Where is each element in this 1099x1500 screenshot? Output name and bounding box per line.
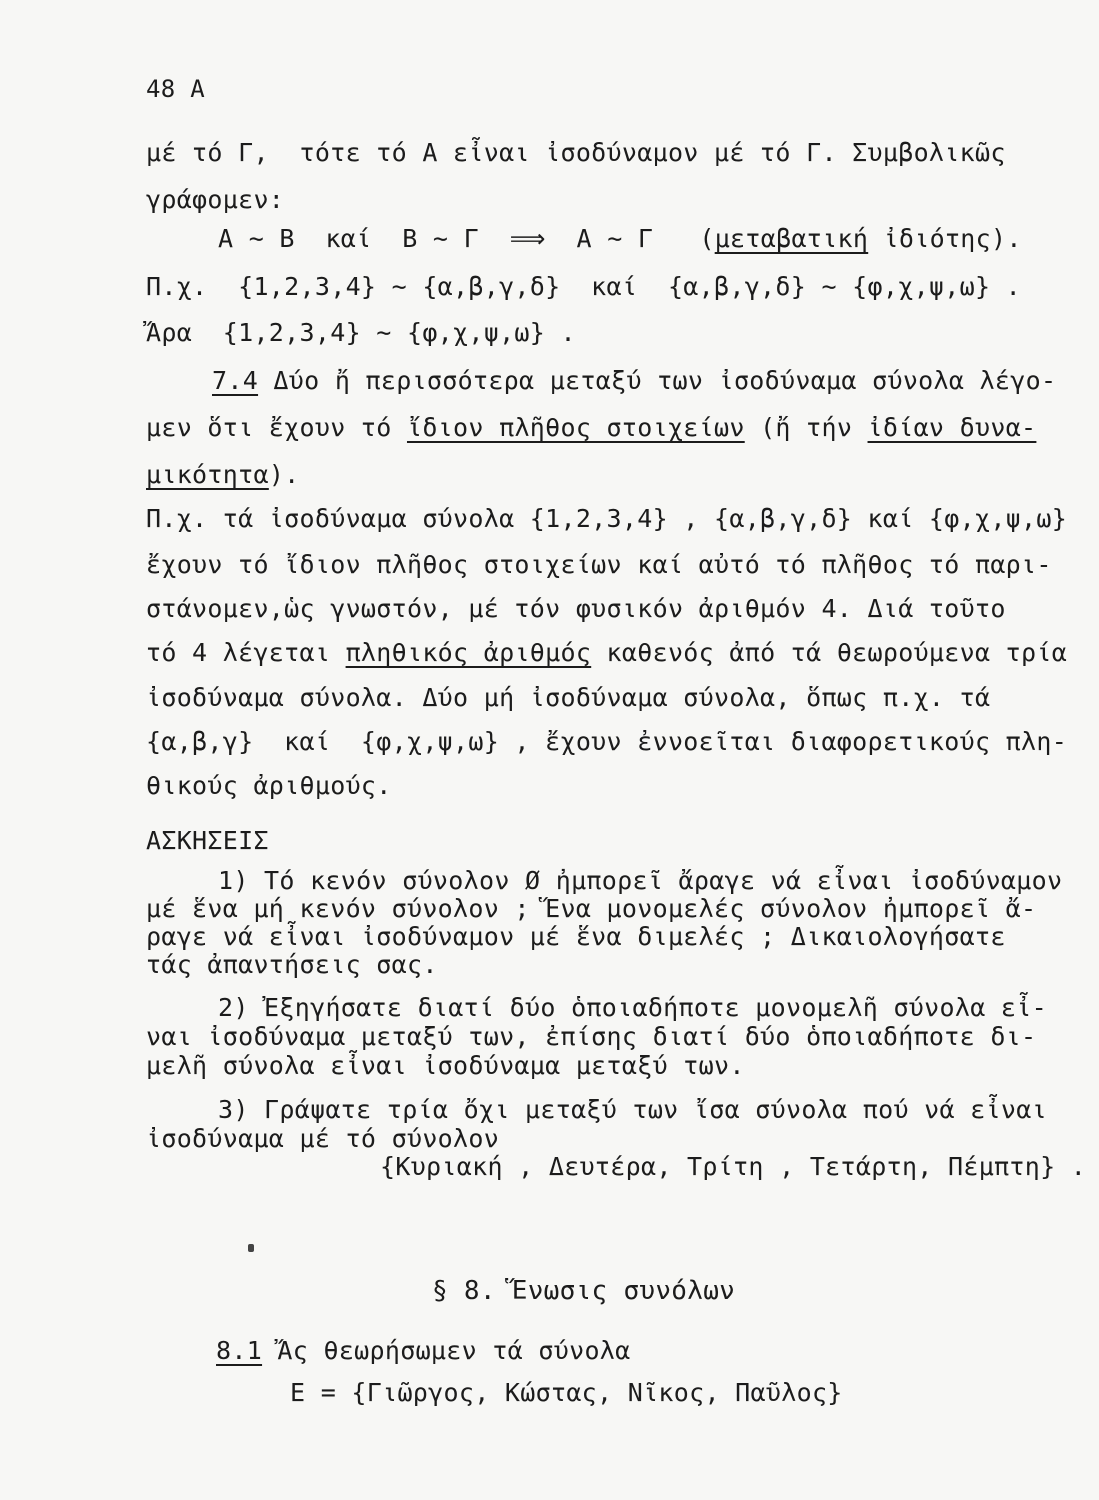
exercises-heading: ΑΣΚΗΣΕΙΣ	[146, 826, 269, 855]
text-line: 1) Τό κενόν σύνολον Ø ἠμπορεῖ ἄραγε νά εἶναι ἰσοδύναμον	[218, 866, 1063, 895]
text-span: καθενός ἀπό τά θεωρούμενα τρία	[591, 638, 1068, 667]
text-line: {Κυριακή , Δευτέρα, Τρίτη , Τετάρτη, Πέμπτη} .	[380, 1152, 1087, 1181]
text-line: 2) Ἐξηγήσατε διατί δύο ὁποιαδήποτε μονομελῆ σύνολα εἶ-	[218, 993, 1047, 1022]
text-line: {α,β,γ} καί {φ,χ,ψ,ω} , ἔχουν ἐννοεῖται διαφορετικούς πλη-	[146, 727, 1068, 756]
text-line: 3) Γράψατε τρία ὄχι μεταξύ των ἴσα σύνολα πού νά εἶναι	[218, 1095, 1047, 1124]
text-line	[216, 1336, 631, 1366]
text-span: Δύο ἤ περισσότερα μεταξύ των ἰσοδύναμα σύνολα λέγο-	[258, 366, 1057, 395]
text-span: μεν ὅτι ἔχουν τό	[146, 413, 407, 442]
section-number: 8.1	[216, 1336, 263, 1365]
text-line: θικούς ἀριθμούς.	[146, 771, 392, 800]
underlined-term: μεταβατική	[714, 224, 869, 253]
text-line: Ε = {Γιῶργος, Κώστας, Νῖκος, Παῦλος}	[290, 1378, 843, 1407]
text-line: μέ ἕνα μή κενόν σύνολον ; Ἕνα μονομελές σύνολον ἠμπορεῖ ἄ-	[146, 894, 1037, 923]
text-span: (ἤ τήν	[744, 413, 868, 442]
text-line: μελῆ σύνολα εἶναι ἰσοδύναμα μεταξύ των.	[146, 1051, 745, 1080]
text-line: ναι ἰσοδύναμα μεταξύ των, ἐπίσης διατί δύο ὁποιαδήποτε δι-	[146, 1022, 1037, 1051]
underlined-term: ἴδιον πλῆθος στοιχείων	[406, 413, 745, 442]
text-span: τό 4 λέγεται	[146, 638, 346, 667]
text-span: ἰδιότης).	[868, 224, 1022, 253]
text-line: ἰσοδύναμα σύνολα. Δύο μή ἰσοδύναμα σύνολα, ὅπως π.χ. τά	[146, 683, 991, 712]
text-line: γράφομεν:	[146, 185, 285, 214]
underlined-term: ἰδίαν δυνα-	[867, 413, 1037, 442]
text-line: Ἄρα {1,2,3,4} ∼ {φ,χ,ψ,ω} .	[146, 318, 576, 347]
text-line: Π.χ. τά ἰσοδύναμα σύνολα {1,2,3,4} , {α,β,γ,δ} καί {φ,χ,ψ,ω}	[146, 504, 1068, 533]
text-line: ραγε νά εἶναι ἰσοδύναμον μέ ἕνα διμελές ; Δικαιολογήσατε	[146, 922, 1006, 951]
section-number: 7.4	[212, 366, 259, 395]
text-span: Α ∼ Β καί Β ∼ Γ ⟹ Α ∼ Γ (	[218, 224, 715, 253]
text-span: Ἄς θεωρήσωμεν τά σύνολα	[262, 1336, 631, 1365]
text-line: στάνομεν,ὡς γνωστόν, μέ τόν φυσικόν ἀριθμόν 4. Διά τοῦτο	[146, 594, 1006, 623]
text-line	[146, 638, 1067, 668]
text-line	[218, 224, 1022, 254]
text-line	[146, 460, 300, 490]
text-span: ).	[268, 460, 300, 489]
text-line: μέ τό Γ, τότε τό Α εἶναι ἰσοδύναμον μέ τό Γ. Συμβολικῶς	[146, 138, 1006, 167]
text-line: Π.χ. {1,2,3,4} ∼ {α,β,γ,δ} καί {α,β,γ,δ} ∼ {φ,χ,ψ,ω} .	[146, 272, 1022, 301]
text-line: τάς ἀπαντήσεις σας.	[146, 950, 438, 979]
ink-speck	[248, 1244, 254, 1252]
text-line	[146, 413, 1036, 443]
underlined-term: μικότητα	[146, 460, 269, 489]
text-line: ἰσοδύναμα μέ τό σύνολον	[146, 1124, 500, 1153]
text-line: ἔχουν τό ἴδιον πλῆθος στοιχείων καί αὐτό τό πλῆθος τό παρι-	[146, 550, 1052, 579]
text-line	[212, 366, 1056, 396]
underlined-term: πληθικός ἀριθμός	[345, 638, 592, 667]
page-number: 48 Α	[146, 75, 205, 103]
section-heading: § 8. Ἕνωσις συνόλων	[432, 1276, 736, 1306]
